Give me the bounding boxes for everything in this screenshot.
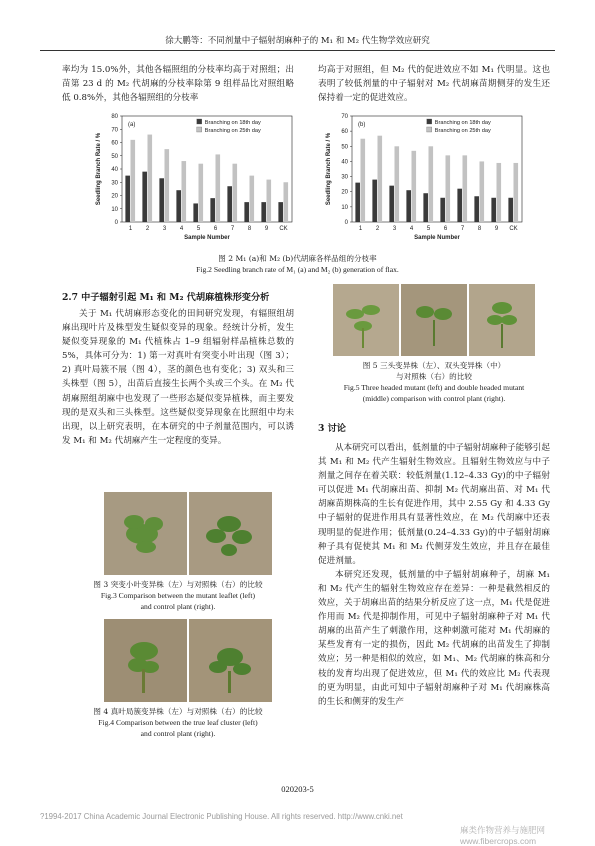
legend-swatch (197, 119, 202, 124)
section-2-7-title: 2.7 中子辐射引起 M₁ 和 M₂ 代胡麻植株形变分析 (62, 292, 270, 303)
bar (159, 178, 164, 222)
chart-panel-a (92, 108, 297, 250)
bar (210, 198, 215, 222)
fig3-caption-en: and control plant (right). (140, 602, 216, 611)
fig3-caption-cn: 图 3 突变小叶变异株（左）与对照株（右）的比较 (93, 580, 263, 589)
legend-swatch (197, 127, 202, 132)
y-tick-label: 0 (114, 220, 118, 226)
legend-swatch (427, 119, 432, 124)
y-tick-label: 50 (341, 144, 348, 151)
bar (148, 135, 153, 222)
copyright-footer: ?1994-2017 China Academic Journal Electronic Publishing House. All rights reserved. http://www.cnki.net (40, 812, 403, 821)
section-3-body (318, 441, 550, 709)
paragraph: 从本研究可以看出，低剂量的中子辐射胡麻种子能够引起其 M₁ 和 M₂ 代产生辐射生物效应。且辐射生物效应与中子剂量之间存在着关联：较低剂量(1.12–4.33 Gy)的中子辐射可以促进 M₁ 代胡麻出苗、抑制 M₂ 代胡麻出苗、对 M₁ 代胡麻苗期株高的生长有促进作用，其中 2.55 Gy 和 4.33 Gy 中子辐射的促进作用具有显著性效应，在 M₂ 代胡麻中还表现明显的促进作用；低剂量(0.24–4.33 Gy)的中子辐射胡麻种子具有促使其 M₁ 和 M₂ 代侧芽发生效应，并且存在最佳促进剂量。 (318, 443, 550, 566)
bar (244, 202, 249, 222)
fig3-photo (104, 492, 272, 575)
bar (463, 155, 468, 222)
bar (474, 196, 479, 222)
bar (389, 186, 394, 222)
fig2-caption (40, 253, 555, 275)
bar (233, 164, 238, 222)
y-axis-label: Seedling Branch Rate / % (96, 132, 102, 206)
panel-label: (a) (128, 122, 136, 128)
y-tick-label: 10 (111, 206, 118, 213)
y-tick-label: 30 (341, 174, 348, 181)
watermark: 麻类作物营养与施肥网 www.fibercrops.com (460, 825, 546, 846)
y-tick-label: 40 (111, 167, 118, 173)
bar (250, 176, 255, 222)
x-tick-label: 2 (375, 226, 380, 232)
fig3-caption-en: Fig.3 Comparison between the mutant leaflet (left) (100, 591, 256, 600)
bar (423, 193, 428, 222)
fig2-caption-en: Fig.2 Seedling branch rate of M₁ (a) and M₂ (b) generation of flax. (196, 265, 399, 274)
fig5-caption-cn: 与对照株（右）的比较 (396, 372, 472, 381)
y-tick-label: 40 (341, 159, 348, 166)
bar (355, 183, 360, 222)
y-tick-label: 70 (341, 114, 348, 120)
left-top-text (62, 63, 294, 105)
bar (227, 186, 232, 222)
bar (429, 146, 434, 222)
x-tick-label: CK (509, 226, 518, 232)
x-axis-label: Sample Number (414, 235, 460, 241)
chart-panel-b (322, 108, 527, 250)
bar (193, 203, 198, 222)
section-3-title: 3 讨论 (318, 423, 346, 434)
fig4-photo (104, 619, 272, 702)
fig4-caption-en: Fig.4 Comparison between the true leaf cluster (left) (98, 718, 258, 727)
fig3-caption (62, 579, 294, 612)
bar (406, 190, 411, 222)
x-axis-label: Sample Number (184, 235, 230, 241)
bar (508, 198, 513, 222)
bar (142, 172, 147, 222)
x-tick-label: 5 (196, 226, 201, 232)
fig5-caption-en: (middle) comparison with control plant (right). (362, 394, 506, 403)
x-tick-label: 1 (128, 226, 133, 232)
header-rule (40, 50, 555, 51)
y-tick-label: 0 (344, 220, 348, 226)
bar (278, 202, 283, 222)
paragraph: 率均为 15.0%外，其他各辐照组的分枝率均高于对照组；出苗第 23 d 的 M₂ 代胡麻的分枝率除第 9 组样品比对照组略低 0.8%外，其他各辐照组的分枝率 (62, 65, 294, 104)
paragraph: 均高于对照组，但 M₂ 代的促进效应不如 M₁ 代明显。这也表明了较低剂量的中子辐射对 M₂ 代胡麻苗期侧芽的发生还保持着一定的促进效应。 (318, 65, 550, 104)
x-tick-label: 6 (213, 226, 218, 232)
bar (182, 161, 187, 222)
panel-label: (b) (358, 122, 366, 128)
x-tick-label: 9 (494, 226, 499, 232)
bar (491, 198, 496, 222)
bar (125, 176, 130, 222)
legend-swatch (427, 127, 432, 132)
x-tick-label: 2 (145, 226, 150, 232)
y-tick-label: 20 (111, 193, 118, 200)
fig5-photo (333, 284, 535, 356)
x-tick-label: 4 (409, 226, 414, 232)
bar (412, 151, 417, 222)
legend-label: Branching on 18th day (434, 120, 491, 126)
bar (446, 155, 451, 222)
bar (497, 163, 502, 222)
y-tick-label: 70 (111, 127, 118, 134)
bar (165, 149, 170, 222)
paragraph: 关于 M₁ 代胡麻形态变化的田间研究发现，有辐照组胡麻出现叶片及株型发生疑似变异的现象。经统计分析，发生疑似变异现象的 M₁ 代植株占 1–9 组辐射样品植株总数的 5%，具体可分为：1) 第一对真叶有突变小叶出现（图 3）；2) 真叶局簇不展（图 4），茎的颜色也有变化；3) 双头和三头株型（图 5），出苗后直接生长两个头或三个头。在 M₂ 代胡麻照组胡麻中也发现了一些形态疑似变异植株，而主要发现的是双头和三头株型。这些疑似变异现象在比照组中均未出现，以上研究表明，在本研究的中子剂量范围内，可以诱发 M₁ 和 M₂ 代胡麻产生一定程度的变异。 (62, 309, 294, 446)
paragraph: 本研究还发现，低剂量的中子辐射胡麻种子，胡麻 M₁ 和 M₂ 代产生的辐射生物效应存在差异：一种是截然相反的效应，关于胡麻出苗的结果分析反应了这一点，M₁ 代是促进作用而 M₂ 代是抑制作用，可见中子辐射胡麻种子对 M₁ 代胡麻的出苗产生了刺激作用，这种刺激可能对 M₁ 代胡麻的某些发育有一定的损伤，因此 M₂ 代胡麻的出苗发生了抑制效应；另一种是相似的效应，如 M₁、M₂ 代胡麻的株高和分枝的发育均出现了促进效应，但 M₁ 代的效应比 M₂ 代表现的更为明显，由此可知中子辐射胡麻种子对 M₁ 代胡麻株高的生长和侧芽的发生产 (318, 569, 550, 707)
right-top-text (318, 63, 550, 105)
fig2-caption-cn: 图 2 M₁ (a)和 M₂ (b)代胡麻各样品组的分枝率 (218, 254, 377, 263)
running-header: 徐大鹏等：不同剂量中子辐射胡麻种子的 M₁ 和 M₂ 代生物学效应研究 (165, 36, 430, 46)
y-tick-label: 60 (341, 129, 348, 136)
x-tick-label: 4 (179, 226, 184, 232)
x-tick-label: 6 (443, 226, 448, 232)
page-number: 020203-5 (281, 784, 314, 794)
bar (440, 198, 445, 222)
bar (176, 190, 181, 222)
y-tick-label: 80 (111, 114, 118, 120)
x-tick-label: 8 (477, 226, 482, 232)
y-axis-label: Seedling Branch Rate / % (326, 132, 332, 206)
fig4-caption-cn: 图 4 真叶局簇变异株（左）与对照株（右）的比较 (93, 707, 263, 716)
bar (267, 180, 272, 222)
x-tick-label: 3 (392, 226, 397, 232)
bar (361, 139, 366, 222)
fig5-caption-cn: 图 5 三头变异株（左）、双头变异株（中） (362, 361, 506, 370)
legend-label: Branching on 18th day (204, 120, 261, 126)
bar (480, 161, 485, 222)
y-tick-label: 10 (341, 204, 348, 211)
bar (514, 163, 519, 222)
y-tick-label: 50 (111, 153, 118, 160)
x-tick-label: 3 (162, 226, 167, 232)
bar (284, 182, 289, 222)
legend-label: Branching on 25th day (434, 128, 491, 134)
bar (378, 136, 383, 222)
x-tick-label: 1 (358, 226, 363, 232)
fig4-caption-en: and control plant (right). (140, 729, 216, 738)
bar (216, 154, 221, 222)
section-2-7-body (62, 307, 294, 448)
bar (457, 189, 462, 222)
bar (261, 202, 266, 222)
y-tick-label: 60 (111, 140, 118, 147)
legend-label: Branching on 25th day (204, 128, 261, 134)
x-tick-label: CK (279, 226, 288, 232)
x-tick-label: 9 (264, 226, 269, 232)
bar (372, 180, 377, 222)
fig4-caption (62, 706, 294, 739)
bar (395, 146, 400, 222)
bar (199, 164, 204, 222)
fig5-caption-en: Fig.5 Three headed mutant (left) and double headed mutant (343, 383, 525, 392)
x-tick-label: 8 (247, 226, 252, 232)
fig5-caption (318, 360, 550, 404)
x-tick-label: 5 (426, 226, 431, 232)
bar (131, 140, 136, 222)
y-tick-label: 20 (341, 189, 348, 196)
x-tick-label: 7 (460, 226, 465, 232)
y-tick-label: 30 (111, 180, 118, 187)
x-tick-label: 7 (230, 226, 235, 232)
